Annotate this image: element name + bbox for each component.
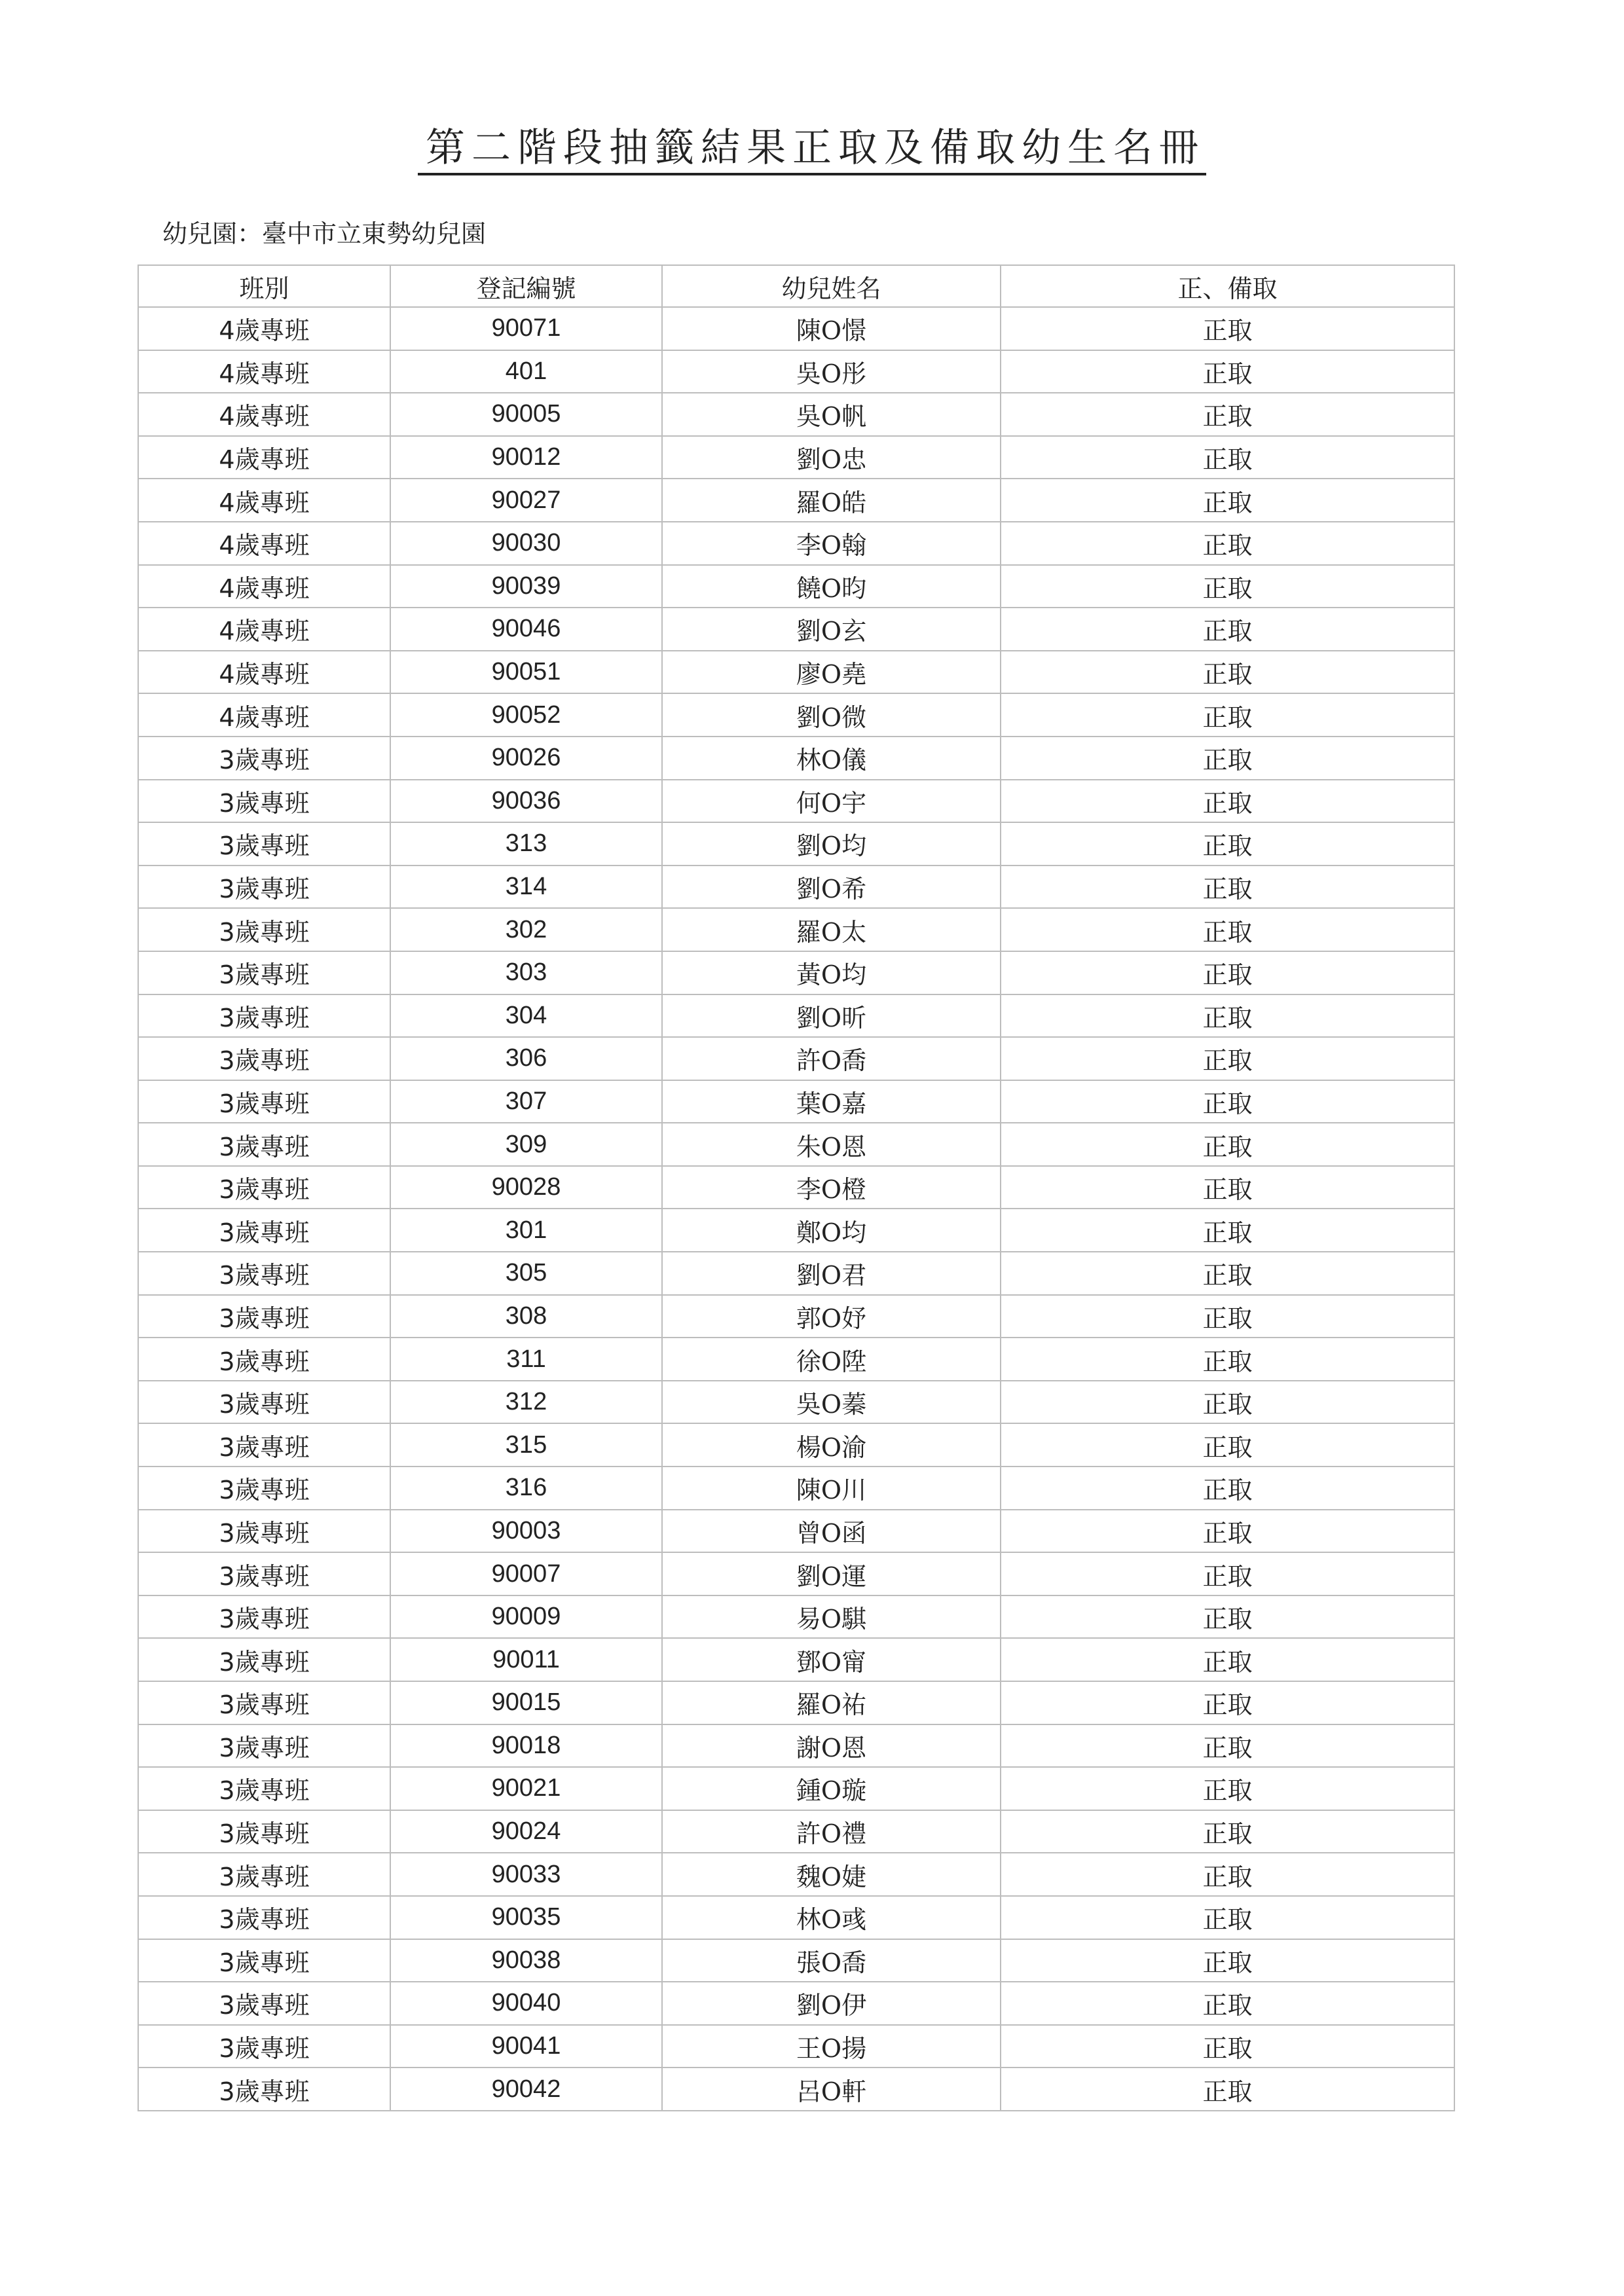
table-row <box>138 1037 1454 1080</box>
page-title <box>0 125 1624 175</box>
admission-status-cell: 正取 <box>1001 436 1454 479</box>
child-name-cell: 鍾O璇 <box>662 1767 1001 1810</box>
registration-number-cell: 90035 <box>390 1896 662 1939</box>
admission-status-cell: 正取 <box>1001 1209 1454 1252</box>
child-name-cell: 許O喬 <box>662 1037 1001 1080</box>
table-row <box>138 1810 1454 1853</box>
header-registration-number: 登記編號 <box>390 265 662 307</box>
table-row <box>138 1510 1454 1553</box>
admission-status-cell: 正取 <box>1001 1510 1454 1553</box>
class-cell: 4歲專班 <box>138 479 390 522</box>
class-cell: 3歲專班 <box>138 1896 390 1939</box>
class-cell: 3歲專班 <box>138 1510 390 1553</box>
child-name-cell: 李O翰 <box>662 522 1001 565</box>
admission-status-cell: 正取 <box>1001 780 1454 823</box>
registration-number-cell: 90018 <box>390 1724 662 1768</box>
child-name-cell: 易O騏 <box>662 1595 1001 1639</box>
table-row <box>138 951 1454 994</box>
child-name-cell: 許O禮 <box>662 1810 1001 1853</box>
class-cell: 3歲專班 <box>138 1724 390 1768</box>
admission-status-cell: 正取 <box>1001 1423 1454 1467</box>
class-cell: 3歲專班 <box>138 1810 390 1853</box>
child-name-cell: 鄧O甯 <box>662 1638 1001 1681</box>
registration-number-cell: 312 <box>390 1381 662 1424</box>
admission-status-cell: 正取 <box>1001 1810 1454 1853</box>
roster-body <box>138 307 1454 2111</box>
admission-status-cell: 正取 <box>1001 1595 1454 1639</box>
table-row <box>138 1166 1454 1209</box>
admission-status-cell: 正取 <box>1001 1037 1454 1080</box>
child-name-cell: 劉O運 <box>662 1552 1001 1595</box>
class-cell: 3歲專班 <box>138 822 390 866</box>
registration-number-cell: 90030 <box>390 522 662 565</box>
registration-number-cell: 302 <box>390 908 662 951</box>
child-name-cell: 張O喬 <box>662 1939 1001 1982</box>
child-name-cell: 李O橙 <box>662 1166 1001 1209</box>
registration-number-cell: 90036 <box>390 780 662 823</box>
table-row <box>138 651 1454 694</box>
class-cell: 3歲專班 <box>138 1338 390 1381</box>
registration-number-cell: 90003 <box>390 1510 662 1553</box>
child-name-cell: 陳O川 <box>662 1467 1001 1510</box>
admission-status-cell: 正取 <box>1001 1982 1454 2025</box>
table-row <box>138 1123 1454 1166</box>
child-name-cell: 羅O皓 <box>662 479 1001 522</box>
registration-number-cell: 90046 <box>390 608 662 651</box>
child-name-cell: 羅O太 <box>662 908 1001 951</box>
table-row <box>138 1467 1454 1510</box>
registration-number-cell: 90033 <box>390 1853 662 1896</box>
child-name-cell: 魏O婕 <box>662 1853 1001 1896</box>
roster-table <box>138 264 1455 2111</box>
class-cell: 4歲專班 <box>138 565 390 608</box>
admission-status-cell: 正取 <box>1001 1853 1454 1896</box>
admission-status-cell: 正取 <box>1001 908 1454 951</box>
admission-status-cell: 正取 <box>1001 951 1454 994</box>
child-name-cell: 謝O恩 <box>662 1724 1001 1768</box>
table-row <box>138 1767 1454 1810</box>
child-name-cell: 葉O嘉 <box>662 1080 1001 1123</box>
registration-number-cell: 90021 <box>390 1767 662 1810</box>
table-row <box>138 1724 1454 1768</box>
class-cell: 3歲專班 <box>138 1767 390 1810</box>
table-row <box>138 2025 1454 2068</box>
child-name-cell: 吳O帆 <box>662 393 1001 436</box>
class-cell: 3歲專班 <box>138 1209 390 1252</box>
registration-number-cell: 90024 <box>390 1810 662 1853</box>
class-cell: 3歲專班 <box>138 1037 390 1080</box>
class-cell: 3歲專班 <box>138 1982 390 2025</box>
admission-status-cell: 正取 <box>1001 1338 1454 1381</box>
table-row <box>138 393 1454 436</box>
admission-status-cell: 正取 <box>1001 651 1454 694</box>
registration-number-cell: 90007 <box>390 1552 662 1595</box>
class-cell: 3歲專班 <box>138 1467 390 1510</box>
class-cell: 3歲專班 <box>138 2025 390 2068</box>
child-name-cell: 楊O渝 <box>662 1423 1001 1467</box>
admission-status-cell: 正取 <box>1001 1080 1454 1123</box>
admission-status-cell: 正取 <box>1001 393 1454 436</box>
registration-number-cell: 314 <box>390 866 662 909</box>
admission-status-cell: 正取 <box>1001 2068 1454 2111</box>
table-row <box>138 822 1454 866</box>
registration-number-cell: 306 <box>390 1037 662 1080</box>
admission-status-cell: 正取 <box>1001 1638 1454 1681</box>
class-cell: 3歲專班 <box>138 1166 390 1209</box>
registration-number-cell: 90011 <box>390 1638 662 1681</box>
class-cell: 4歲專班 <box>138 693 390 737</box>
class-cell: 3歲專班 <box>138 866 390 909</box>
registration-number-cell: 90028 <box>390 1166 662 1209</box>
class-cell: 3歲專班 <box>138 908 390 951</box>
registration-number-cell: 90026 <box>390 737 662 780</box>
registration-number-cell: 307 <box>390 1080 662 1123</box>
table-row <box>138 1896 1454 1939</box>
child-name-cell: 林O彧 <box>662 1896 1001 1939</box>
table-row <box>138 1939 1454 1982</box>
table-row <box>138 1853 1454 1896</box>
child-name-cell: 呂O軒 <box>662 2068 1001 2111</box>
child-name-cell: 朱O恩 <box>662 1123 1001 1166</box>
class-cell: 3歲專班 <box>138 1638 390 1681</box>
child-name-cell: 劉O忠 <box>662 436 1001 479</box>
admission-status-cell: 正取 <box>1001 822 1454 866</box>
child-name-cell: 劉O玄 <box>662 608 1001 651</box>
class-cell: 3歲專班 <box>138 1681 390 1724</box>
school-name: 幼兒園：臺中市立東勢幼兒園 <box>162 219 487 248</box>
admission-status-cell: 正取 <box>1001 608 1454 651</box>
class-cell: 3歲專班 <box>138 1939 390 1982</box>
admission-status-cell: 正取 <box>1001 522 1454 565</box>
table-row <box>138 2068 1454 2111</box>
admission-status-cell: 正取 <box>1001 1123 1454 1166</box>
child-name-cell: 劉O希 <box>662 866 1001 909</box>
child-name-cell: 劉O伊 <box>662 1982 1001 2025</box>
admission-status-cell: 正取 <box>1001 1166 1454 1209</box>
admission-status-cell: 正取 <box>1001 565 1454 608</box>
admission-status-cell: 正取 <box>1001 350 1454 393</box>
registration-number-cell: 90071 <box>390 307 662 350</box>
table-row <box>138 737 1454 780</box>
table-row <box>138 780 1454 823</box>
class-cell: 3歲專班 <box>138 1595 390 1639</box>
class-cell: 4歲專班 <box>138 651 390 694</box>
class-cell: 3歲專班 <box>138 1552 390 1595</box>
registration-number-cell: 313 <box>390 822 662 866</box>
child-name-cell: 陳O憬 <box>662 307 1001 350</box>
admission-status-cell: 正取 <box>1001 693 1454 737</box>
class-cell: 3歲專班 <box>138 1295 390 1338</box>
admission-status-cell: 正取 <box>1001 1767 1454 1810</box>
class-cell: 3歲專班 <box>138 1123 390 1166</box>
admission-status-cell: 正取 <box>1001 1896 1454 1939</box>
child-name-cell: 羅O祐 <box>662 1681 1001 1724</box>
class-cell: 4歲專班 <box>138 350 390 393</box>
class-cell: 3歲專班 <box>138 1252 390 1295</box>
admission-status-cell: 正取 <box>1001 994 1454 1038</box>
child-name-cell: 吳O彤 <box>662 350 1001 393</box>
table-row <box>138 350 1454 393</box>
registration-number-cell: 90015 <box>390 1681 662 1724</box>
class-cell: 3歲專班 <box>138 951 390 994</box>
header-child-name: 幼兒姓名 <box>662 265 1001 307</box>
admission-status-cell: 正取 <box>1001 479 1454 522</box>
table-row <box>138 565 1454 608</box>
registration-number-cell: 90041 <box>390 2025 662 2068</box>
class-cell: 4歲專班 <box>138 393 390 436</box>
table-row <box>138 1080 1454 1123</box>
admission-status-cell: 正取 <box>1001 737 1454 780</box>
class-cell: 3歲專班 <box>138 1423 390 1467</box>
child-name-cell: 吳O蓁 <box>662 1381 1001 1424</box>
table-row <box>138 1423 1454 1467</box>
admission-status-cell: 正取 <box>1001 1295 1454 1338</box>
child-name-cell: 饒O昀 <box>662 565 1001 608</box>
child-name-cell: 徐O陞 <box>662 1338 1001 1381</box>
child-name-cell: 劉O君 <box>662 1252 1001 1295</box>
admission-status-cell: 正取 <box>1001 1381 1454 1424</box>
table-row <box>138 1552 1454 1595</box>
child-name-cell: 鄭O均 <box>662 1209 1001 1252</box>
table-row <box>138 307 1454 350</box>
registration-number-cell: 90012 <box>390 436 662 479</box>
admission-status-cell: 正取 <box>1001 1939 1454 1982</box>
child-name-cell: 劉O昕 <box>662 994 1001 1038</box>
registration-number-cell: 90038 <box>390 1939 662 1982</box>
header-row <box>138 265 1454 307</box>
registration-number-cell: 303 <box>390 951 662 994</box>
registration-number-cell: 90040 <box>390 1982 662 2025</box>
child-name-cell: 劉O微 <box>662 693 1001 737</box>
header-class: 班別 <box>138 265 390 307</box>
registration-number-cell: 90039 <box>390 565 662 608</box>
registration-number-cell: 316 <box>390 1467 662 1510</box>
registration-number-cell: 90042 <box>390 2068 662 2111</box>
child-name-cell: 曾O函 <box>662 1510 1001 1553</box>
registration-number-cell: 90005 <box>390 393 662 436</box>
class-cell: 4歲專班 <box>138 522 390 565</box>
admission-status-cell: 正取 <box>1001 1552 1454 1595</box>
class-cell: 4歲專班 <box>138 608 390 651</box>
admission-status-cell: 正取 <box>1001 1467 1454 1510</box>
table-row <box>138 1252 1454 1295</box>
admission-status-cell: 正取 <box>1001 1252 1454 1295</box>
page-title-text: 第二階段抽籤結果正取及備取幼生名冊 <box>418 128 1206 175</box>
admission-status-cell: 正取 <box>1001 2025 1454 2068</box>
class-cell: 3歲專班 <box>138 737 390 780</box>
registration-number-cell: 304 <box>390 994 662 1038</box>
registration-number-cell: 90051 <box>390 651 662 694</box>
child-name-cell: 林O儀 <box>662 737 1001 780</box>
registration-number-cell: 305 <box>390 1252 662 1295</box>
registration-number-cell: 90052 <box>390 693 662 737</box>
registration-number-cell: 301 <box>390 1209 662 1252</box>
child-name-cell: 王O揚 <box>662 2025 1001 2068</box>
child-name-cell: 黃O均 <box>662 951 1001 994</box>
admission-status-cell: 正取 <box>1001 1681 1454 1724</box>
table-row <box>138 1381 1454 1424</box>
class-cell: 3歲專班 <box>138 994 390 1038</box>
registration-number-cell: 401 <box>390 350 662 393</box>
class-cell: 3歲專班 <box>138 1853 390 1896</box>
table-row <box>138 1209 1454 1252</box>
table-row <box>138 479 1454 522</box>
table-row <box>138 436 1454 479</box>
child-name-cell: 廖O堯 <box>662 651 1001 694</box>
admission-status-cell: 正取 <box>1001 866 1454 909</box>
child-name-cell: 郭O妤 <box>662 1295 1001 1338</box>
table-row <box>138 866 1454 909</box>
table-row <box>138 908 1454 951</box>
child-name-cell: 何O宇 <box>662 780 1001 823</box>
registration-number-cell: 90009 <box>390 1595 662 1639</box>
table-row <box>138 1681 1454 1724</box>
table-row <box>138 1295 1454 1338</box>
class-cell: 3歲專班 <box>138 780 390 823</box>
table-row <box>138 693 1454 737</box>
child-name-cell: 劉O均 <box>662 822 1001 866</box>
table-row <box>138 1595 1454 1639</box>
table-row <box>138 1982 1454 2025</box>
registration-number-cell: 90027 <box>390 479 662 522</box>
registration-number-cell: 309 <box>390 1123 662 1166</box>
table-row <box>138 994 1454 1038</box>
table-row <box>138 608 1454 651</box>
admission-status-cell: 正取 <box>1001 307 1454 350</box>
class-cell: 3歲專班 <box>138 1381 390 1424</box>
table-row <box>138 1338 1454 1381</box>
class-cell: 4歲專班 <box>138 436 390 479</box>
table-row <box>138 1638 1454 1681</box>
table-row <box>138 522 1454 565</box>
registration-number-cell: 311 <box>390 1338 662 1381</box>
class-cell: 3歲專班 <box>138 2068 390 2111</box>
admission-status-cell: 正取 <box>1001 1724 1454 1768</box>
registration-number-cell: 308 <box>390 1295 662 1338</box>
registration-number-cell: 315 <box>390 1423 662 1467</box>
header-admission-status: 正、備取 <box>1001 265 1454 307</box>
class-cell: 4歲專班 <box>138 307 390 350</box>
class-cell: 3歲專班 <box>138 1080 390 1123</box>
